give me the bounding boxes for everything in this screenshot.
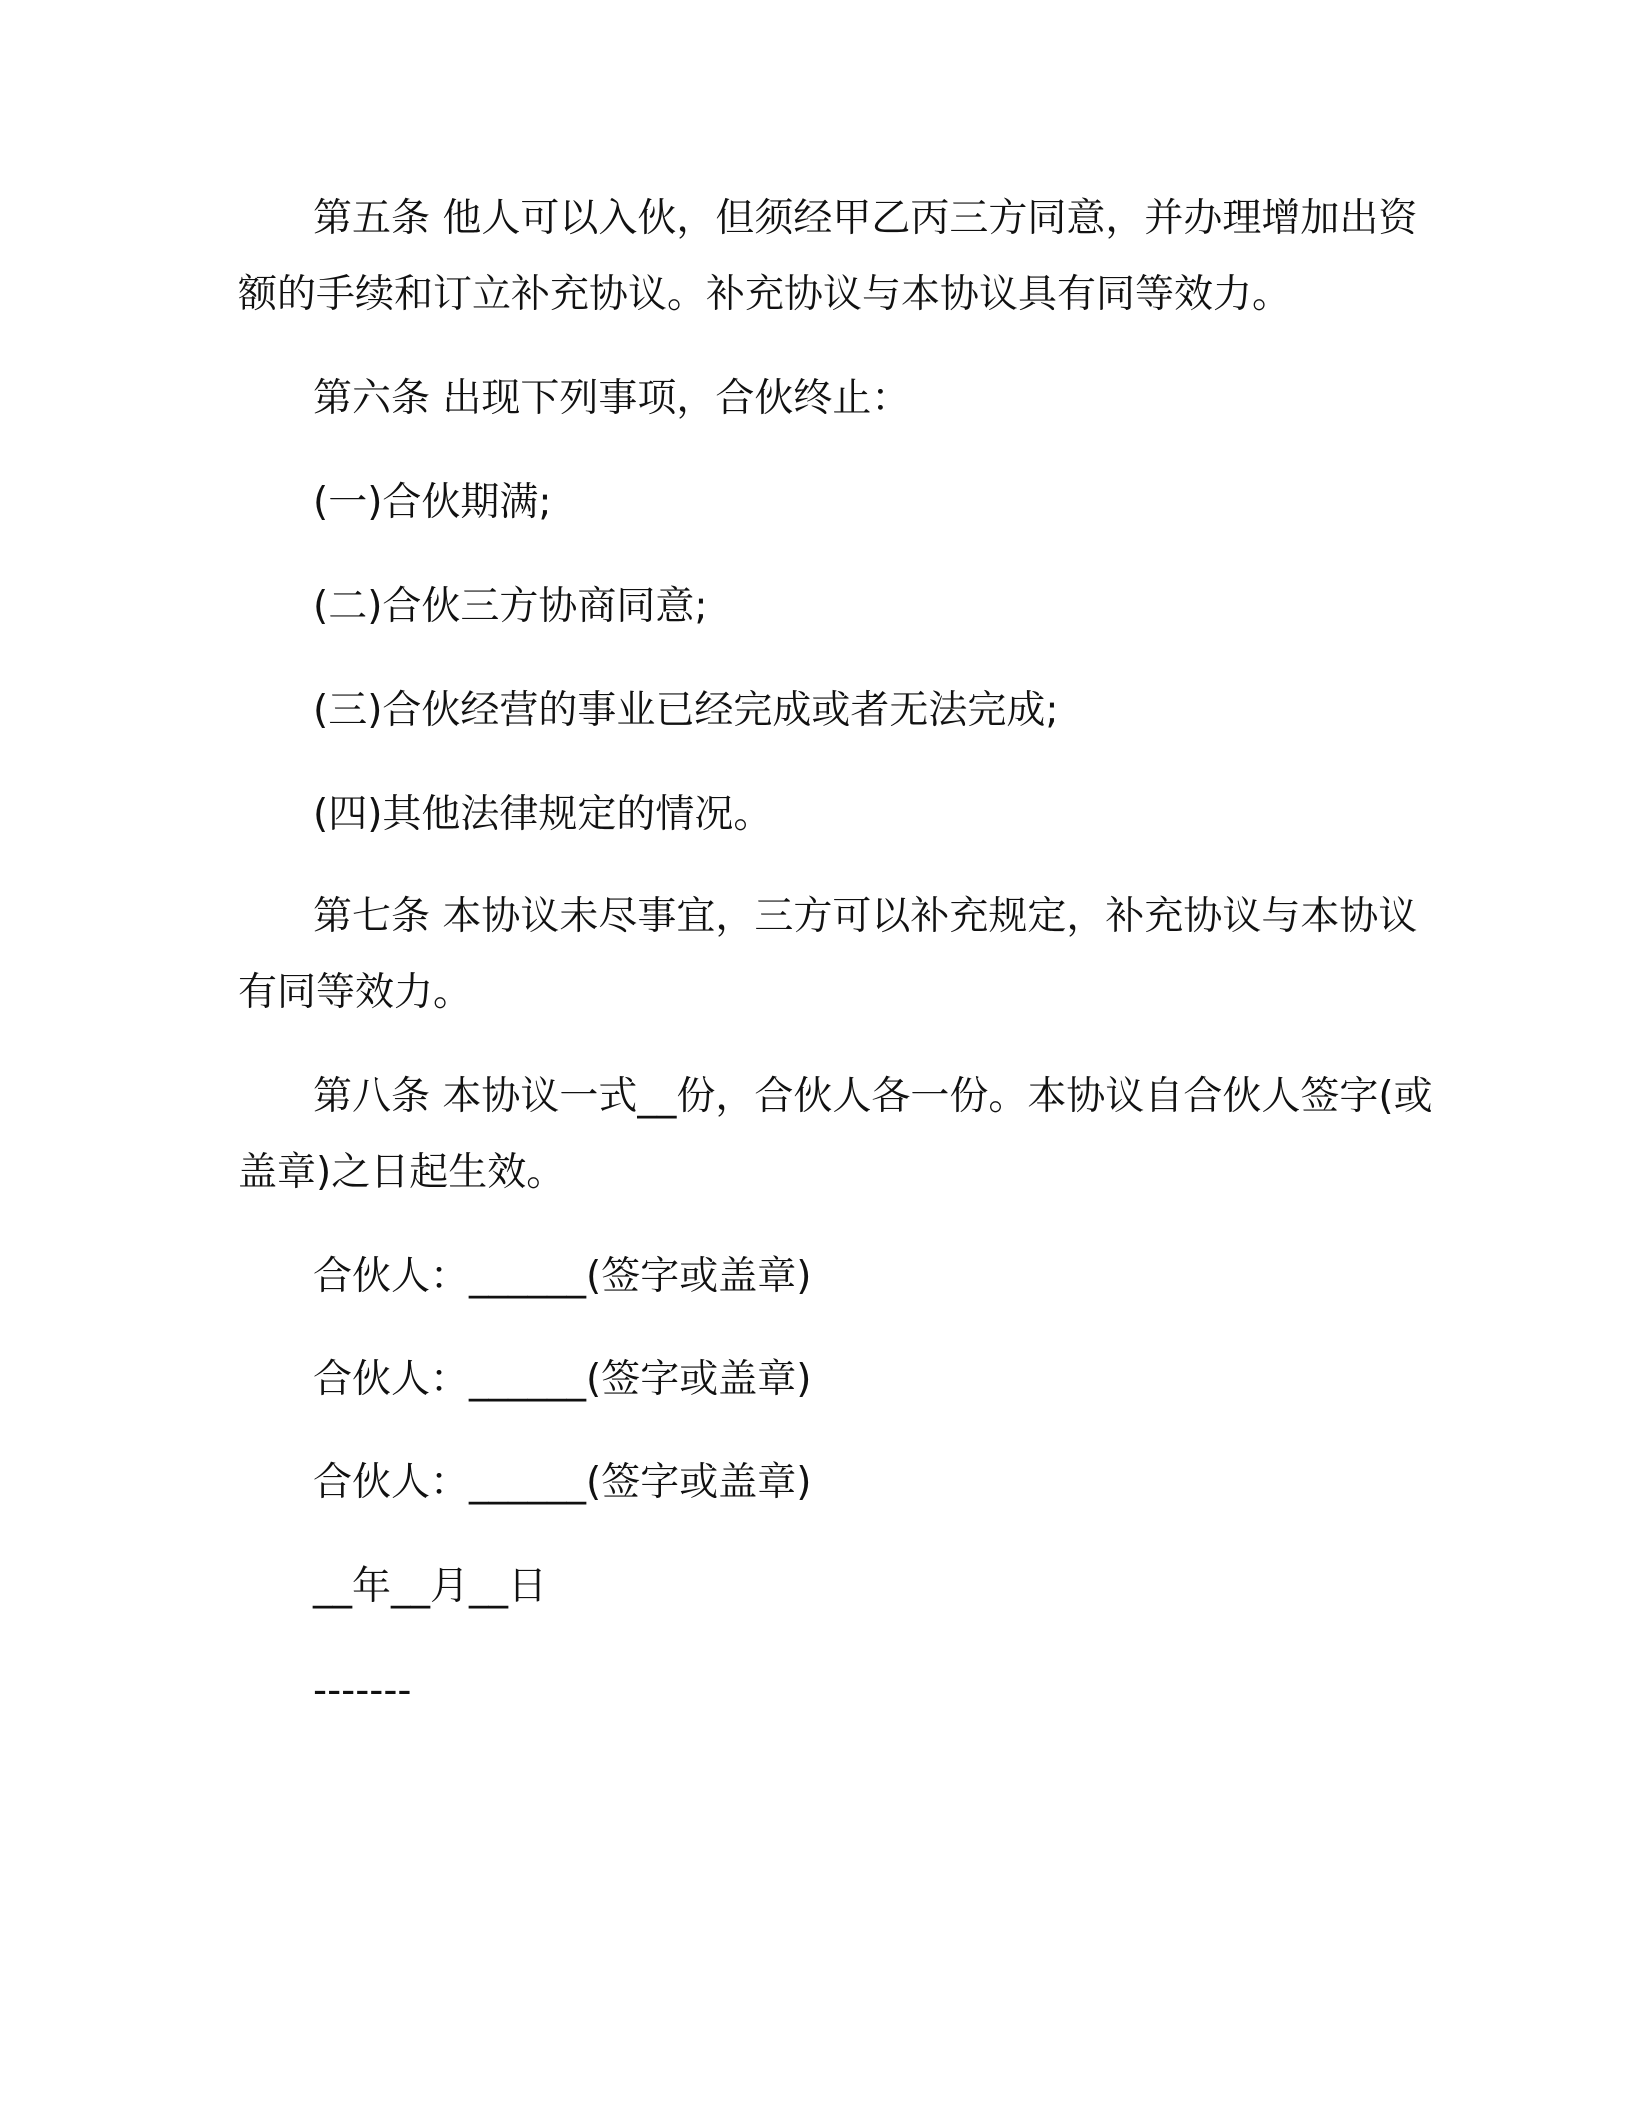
article-5-line-2: 额的手续和订立补充协议。补充协议与本协议具有同等效力。 xyxy=(238,272,1292,317)
article-6-item-2: (二)合伙三方协商同意; xyxy=(313,584,708,629)
article-6-item-3: (三)合伙经营的事业已经完成或者无法完成; xyxy=(313,688,1059,733)
article-8-line-1: 第八条 本协议一式__份，合伙人各一份。本协议自合伙人签字(或 xyxy=(313,1074,1433,1119)
date-line: __年__月__日 xyxy=(313,1564,548,1609)
separator-line: ------- xyxy=(313,1668,412,1713)
article-7-line-2: 有同等效力。 xyxy=(238,970,473,1015)
signature-line-2: 合伙人：______(签字或盖章) xyxy=(313,1357,812,1402)
article-7-line-1: 第七条 本协议未尽事宜，三方可以补充规定，补充协议与本协议 xyxy=(313,894,1418,939)
article-8-line-2: 盖章)之日起生效。 xyxy=(238,1150,566,1195)
signature-line-3: 合伙人：______(签字或盖章) xyxy=(313,1460,812,1505)
article-6-line-1: 第六条 出现下列事项，合伙终止： xyxy=(313,376,911,421)
article-6-item-4: (四)其他法律规定的情况。 xyxy=(313,792,773,837)
signature-line-1: 合伙人：______(签字或盖章) xyxy=(313,1254,812,1299)
article-5-line-1: 第五条 他人可以入伙，但须经甲乙丙三方同意，并办理增加出资 xyxy=(313,196,1418,241)
article-6-item-1: (一)合伙期满; xyxy=(313,480,552,525)
